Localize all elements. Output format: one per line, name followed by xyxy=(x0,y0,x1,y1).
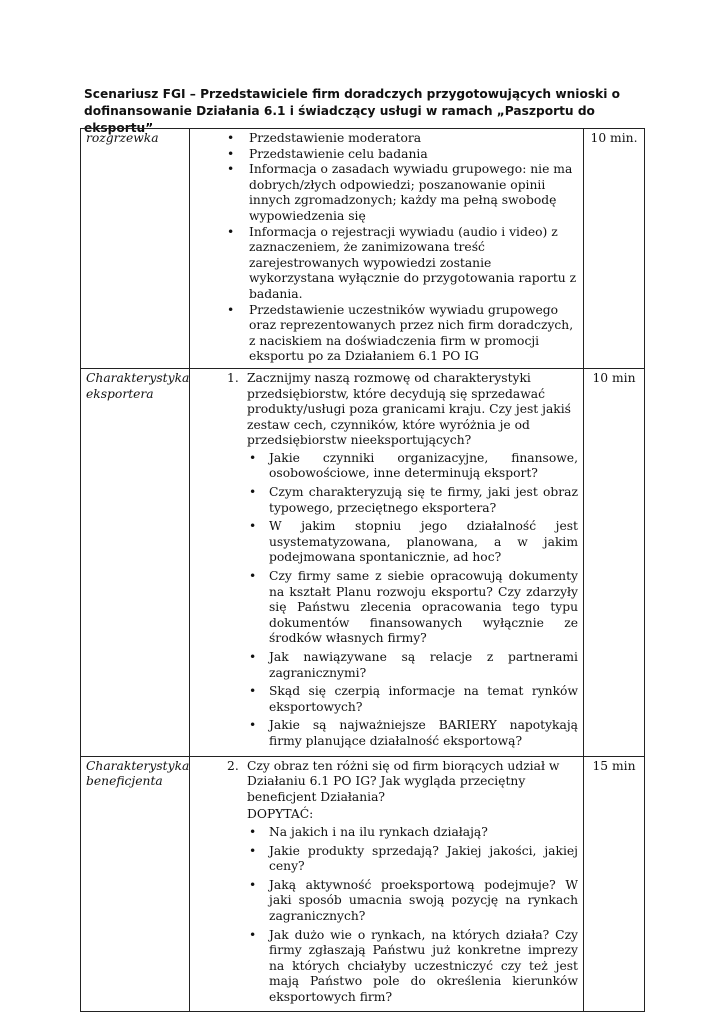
section-content xyxy=(190,368,584,756)
list-item: • Jak dużo wie o rynkach, na których działa? Czy firmy zgłaszają Państwu już konkretne imprezy na których chciałyby uczestniczyć czy też jest mają Państwo pole do określenia kierunków eksportowych firm? xyxy=(247,928,578,1006)
list-item: • Jak nawiązywane są relacje z partnerami zagranicznymi? xyxy=(247,650,578,681)
scenario-table xyxy=(80,128,645,1012)
question-text: Zacznijmy naszą rozmowę od charakterystyki przedsiębiorstw, które decydują się sprzedawać produkty/usługi poza granicami kraju. Czy jest jakiś zestaw cech, czynników, które wyróżnia je od przedsiębiorstw nieeksportujących? xyxy=(247,370,571,448)
list-item: • Informacja o zasadach wywiadu grupowego: nie ma dobrych/złych odpowiedzi; poszanowanie opinii innych zgromadzonych; każdy ma pełną swobodę wypowiedzenia się xyxy=(227,162,578,224)
question-number: 1. xyxy=(227,370,239,385)
list-item: • W jakim stopniu jego działalność jest usystematyzowana, planowana, a w jakim podejmowana spontanicznie, ad hoc? xyxy=(247,519,578,566)
section-time: 10 min. xyxy=(584,129,645,369)
table-row xyxy=(81,756,645,1012)
sub-question-list xyxy=(247,451,578,750)
section-label: Charakterystyka eksportera xyxy=(81,368,190,756)
list-item: • Czy firmy same z siebie opracowują dokumenty na kształt Planu rozwoju eksportu? Czy zdarzyły się Państwu zlecenia opracowania tego typu dokumentów finansowanych wyłącznie ze środków własnych firmy? xyxy=(247,569,578,647)
table-row xyxy=(81,368,645,756)
question-block xyxy=(227,371,578,750)
list-item: • Jakie czynniki organizacyjne, finansowe, osobowościowe, inne determinują eksport? xyxy=(247,451,578,482)
table-row xyxy=(81,129,645,369)
sub-question-list xyxy=(247,825,578,1006)
probe-heading: DOPYTAĆ: xyxy=(247,807,314,822)
question-number: 2. xyxy=(227,758,239,773)
section-time: 10 min xyxy=(584,368,645,756)
list-item: • Informacja o rejestracji wywiadu (audio i video) z zaznaczeniem, że zanimizowana treść zarejestrowanych wypowiedzi zostanie wykorzystana wyłącznie do przygotowania raportu z badania. xyxy=(227,225,578,303)
section-time: 15 min xyxy=(584,756,645,1012)
section-label: Charakterystyka beneficjenta xyxy=(81,756,190,1012)
document-title: Scenariusz FGI – Przedstawiciele firm doradczych przygotowujących wnioski o dofinansowanie Działania 6.1 i świadczący usługi w ramach „Paszportu do eksportu” xyxy=(84,87,620,135)
list-item: • Jakie są najważniejsze BARIERY napotykają firmy planujące działalność eksportową? xyxy=(247,718,578,749)
list-item: • Jakie produkty sprzedają? Jakiej jakości, jakiej ceny? xyxy=(247,844,578,875)
list-item: • Przedstawienie celu badania xyxy=(227,147,578,163)
list-item: • Przedstawienie moderatora xyxy=(227,131,578,147)
section-label: rozgrzewka xyxy=(81,129,190,369)
list-item: • Skąd się czerpią informacje na temat rynków eksportowych? xyxy=(247,684,578,715)
bullet-list xyxy=(195,131,578,365)
section-content xyxy=(190,756,584,1012)
list-item: • Przedstawienie uczestników wywiadu grupowego oraz reprezentowanych przez nich firm doradczych, z naciskiem na doświadczenia firm w promocji eksportu po za Działaniem 6.1 PO IG xyxy=(227,303,578,365)
question-text: Czy obraz ten różni się od firm biorących udział w Działaniu 6.1 PO IG? Jak wygląda przeciętny beneficjent Działania? xyxy=(247,758,560,804)
question-block xyxy=(227,759,578,1006)
list-item: • Czym charakteryzują się te firmy, jaki jest obraz typowego, przeciętnego eksportera? xyxy=(247,485,578,516)
list-item: • Na jakich i na ilu rynkach działają? xyxy=(247,825,578,841)
section-content xyxy=(190,129,584,369)
list-item: • Jaką aktywność proeksportową podejmuje? W jaki sposób umacnia swoją pozycję na rynkach zagranicznych? xyxy=(247,878,578,925)
